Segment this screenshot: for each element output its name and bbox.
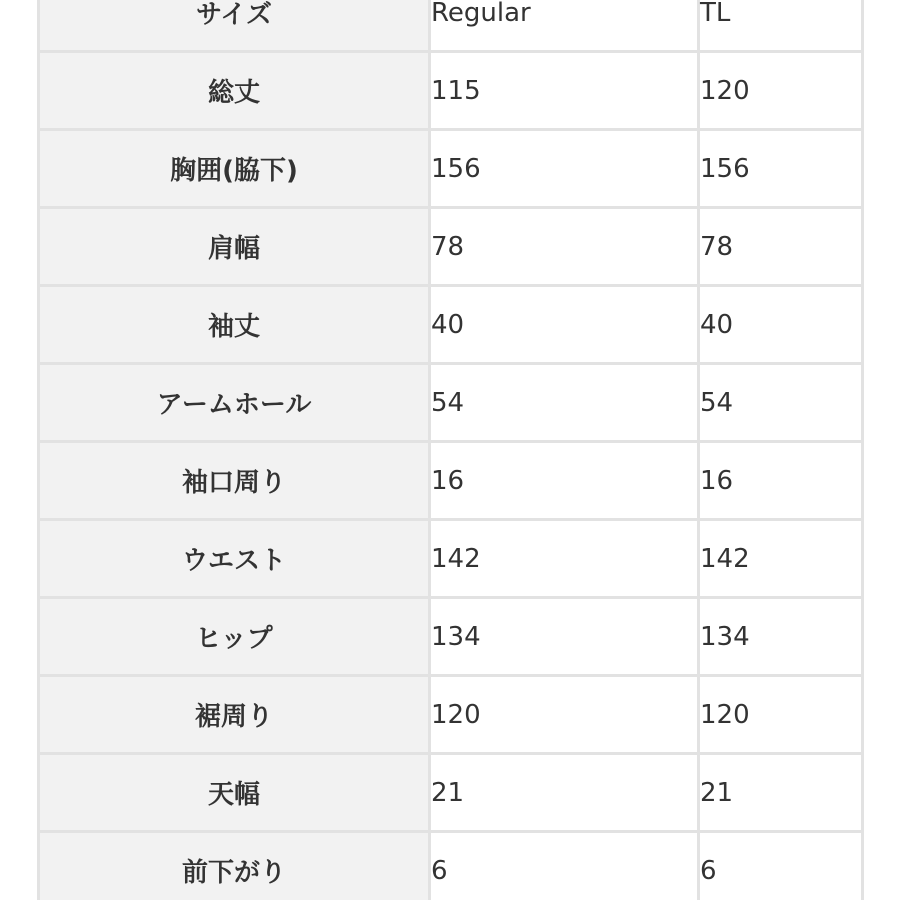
regular-value: 40 (431, 287, 697, 362)
row-label: 袖丈 (40, 287, 428, 362)
regular-value: 142 (431, 521, 697, 596)
table-header-row (40, 0, 861, 50)
table-row (40, 755, 861, 830)
table-row (40, 521, 861, 596)
table-row (40, 443, 861, 518)
row-label: 前下がり (40, 833, 428, 900)
table-row (40, 599, 861, 674)
regular-value: 120 (431, 677, 697, 752)
regular-value: 134 (431, 599, 697, 674)
table-row (40, 209, 861, 284)
tl-value: 120 (700, 677, 861, 752)
table-row (40, 833, 861, 900)
header-regular: Regular (431, 0, 697, 50)
table-row (40, 365, 861, 440)
row-label: ヒップ (40, 599, 428, 674)
regular-value: 21 (431, 755, 697, 830)
regular-value: 54 (431, 365, 697, 440)
tl-value: 16 (700, 443, 861, 518)
header-tl: TL (700, 0, 861, 50)
regular-value: 115 (431, 53, 697, 128)
tl-value: 6 (700, 833, 861, 900)
regular-value: 6 (431, 833, 697, 900)
row-label: 天幅 (40, 755, 428, 830)
tl-value: 134 (700, 599, 861, 674)
table-row (40, 287, 861, 362)
tl-value: 78 (700, 209, 861, 284)
tl-value: 142 (700, 521, 861, 596)
row-label: 総丈 (40, 53, 428, 128)
table-row (40, 131, 861, 206)
regular-value: 156 (431, 131, 697, 206)
table-row (40, 677, 861, 752)
regular-value: 16 (431, 443, 697, 518)
table-row (40, 53, 861, 128)
regular-value: 78 (431, 209, 697, 284)
row-label: 袖口周り (40, 443, 428, 518)
size-table (37, 0, 864, 900)
row-label: 胸囲(脇下) (40, 131, 428, 206)
tl-value: 120 (700, 53, 861, 128)
tl-value: 156 (700, 131, 861, 206)
row-label: 肩幅 (40, 209, 428, 284)
row-label: アームホール (40, 365, 428, 440)
tl-value: 21 (700, 755, 861, 830)
tl-value: 40 (700, 287, 861, 362)
header-size-label: サイズ (40, 0, 428, 50)
row-label: 裾周り (40, 677, 428, 752)
row-label: ウエスト (40, 521, 428, 596)
tl-value: 54 (700, 365, 861, 440)
